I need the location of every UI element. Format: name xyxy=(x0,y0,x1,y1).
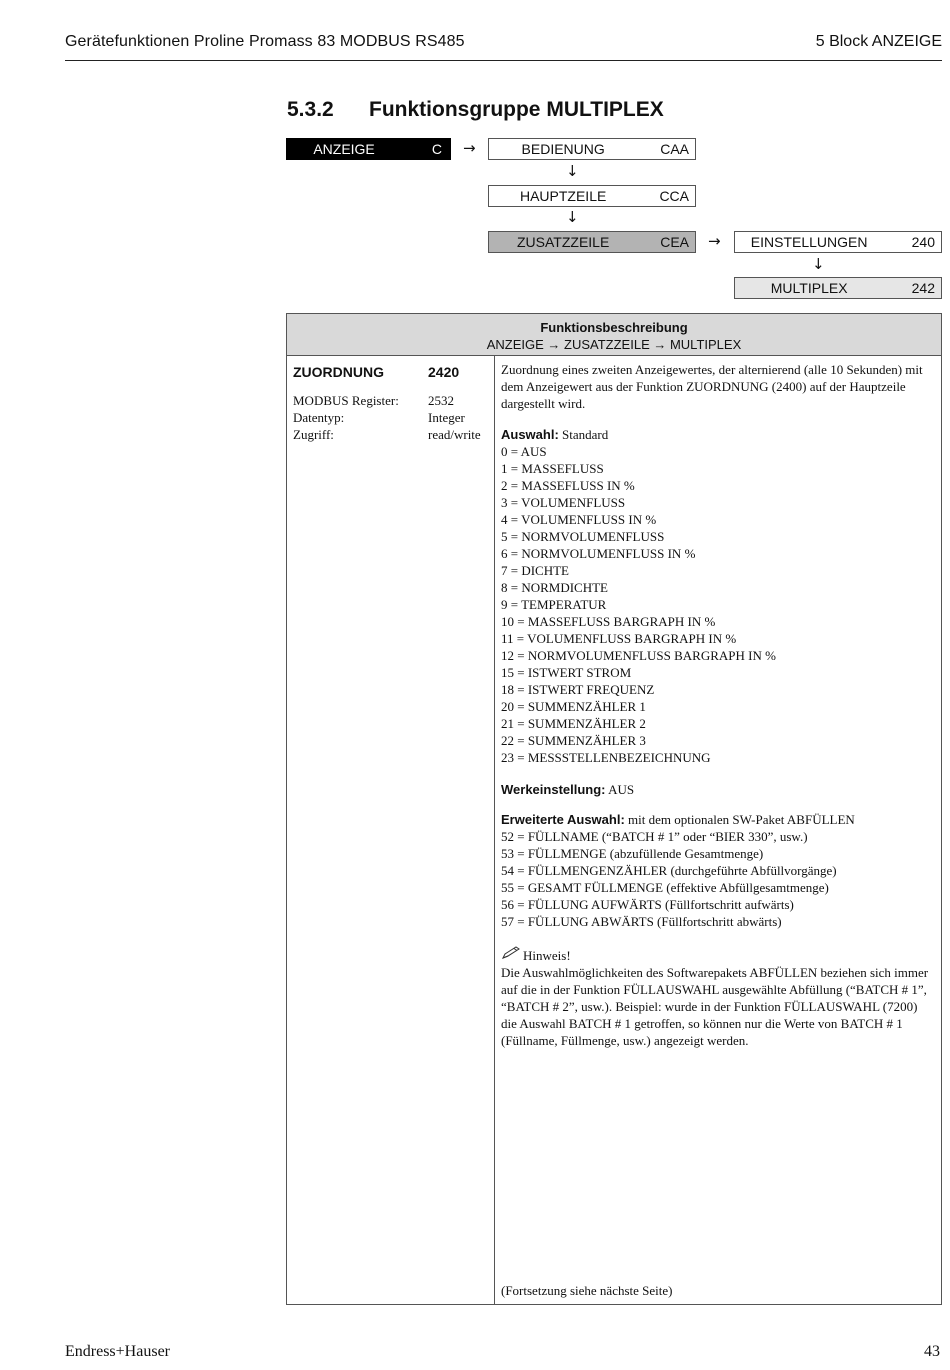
nav-box-multiplex xyxy=(734,277,942,299)
footer-brand: Endress+Hauser xyxy=(65,1343,170,1360)
hinweis-block xyxy=(501,946,933,1049)
nav-label: HAUPTZEILE xyxy=(519,188,607,204)
meta-label: Zugriff: xyxy=(293,427,334,442)
option-list xyxy=(501,443,933,766)
nav-label: ANZEIGE xyxy=(313,141,375,157)
option-item: 20 = SUMMENZÄHLER 1 xyxy=(501,699,646,714)
werk-label: Werkeinstellung: xyxy=(501,782,606,797)
running-header-title: Gerätefunktionen Proline Promass 83 MODBUS RS485 xyxy=(65,33,465,50)
option-item: 6 = NORMVOLUMENFLUSS IN % xyxy=(501,546,696,561)
option-item: 21 = SUMMENZÄHLER 2 xyxy=(501,716,646,731)
function-id-column xyxy=(287,356,495,1304)
arrow-down-icon: ↓ xyxy=(566,208,579,226)
nav-label: ZUSATZZEILE xyxy=(517,234,610,250)
section-number: 5.3.2 xyxy=(287,98,334,121)
option-item: 18 = ISTWERT FREQUENZ xyxy=(501,682,655,697)
werk-value: AUS xyxy=(608,782,635,797)
meta-label: Datentyp: xyxy=(293,410,345,425)
option-item: 1 = MASSEFLUSS xyxy=(501,461,604,476)
function-description-column xyxy=(494,356,941,1304)
auswahl-block xyxy=(501,426,933,766)
option-item: 12 = NORMVOLUMENFLUSS BARGRAPH IN % xyxy=(501,648,776,663)
auswahl-label: Auswahl: xyxy=(501,427,559,442)
function-table xyxy=(286,313,942,1305)
nav-code: CAA xyxy=(660,141,689,157)
erweiterte-auswahl-block xyxy=(501,811,933,930)
arrow-down-icon: ↓ xyxy=(566,162,579,180)
continuation-note: (Fortsetzung siehe nächste Seite) xyxy=(501,1283,673,1298)
werkeinstellung xyxy=(501,781,933,798)
meta-value: Integer xyxy=(428,410,465,425)
nav-code: CCA xyxy=(659,188,689,204)
running-header-chapter: 5 Block ANZEIGE xyxy=(815,33,942,50)
option-item: 0 = AUS xyxy=(501,444,547,459)
option-item: 11 = VOLUMENFLUSS BARGRAPH IN % xyxy=(501,631,737,646)
option-item: 15 = ISTWERT STROM xyxy=(501,665,632,680)
option-item: 53 = FÜLLMENGE (abzufüllende Gesamtmenge) xyxy=(501,846,764,861)
meta-value: 2532 xyxy=(428,393,454,408)
option-item: 23 = MESSSTELLENBEZEICHNUNG xyxy=(501,750,711,765)
option-item: 7 = DICHTE xyxy=(501,563,569,578)
nav-box-einstellungen xyxy=(734,231,942,253)
meta-value: read/write xyxy=(428,427,481,442)
option-item: 3 = VOLUMENFLUSS xyxy=(501,495,626,510)
table-header-title: Funktionsbeschreibung xyxy=(540,320,688,335)
option-item: 2 = MASSEFLUSS IN % xyxy=(501,478,635,493)
table-header xyxy=(287,314,941,356)
option-item: 57 = FÜLLUNG ABWÄRTS (Füllfortschritt abwärts) xyxy=(501,914,782,929)
option-item: 9 = TEMPERATUR xyxy=(501,597,607,612)
meta-label: MODBUS Register: xyxy=(293,393,399,408)
option-item: 5 = NORMVOLUMENFLUSS xyxy=(501,529,665,544)
section-title: Funktionsgruppe MULTIPLEX xyxy=(369,98,664,121)
arrow-right-icon: → xyxy=(463,139,476,157)
section-heading xyxy=(287,98,664,122)
erw-label: Erweiterte Auswahl: xyxy=(501,812,625,827)
nav-box-bedienung xyxy=(488,138,696,160)
nav-label: EINSTELLUNGEN xyxy=(750,234,868,250)
option-item: 10 = MASSEFLUSS BARGRAPH IN % xyxy=(501,614,716,629)
nav-label: MULTIPLEX xyxy=(770,280,848,296)
nav-box-zusatzzeile xyxy=(488,231,696,253)
nav-code: 240 xyxy=(911,234,935,250)
function-code: 2420 xyxy=(428,364,460,380)
page-number: 43 xyxy=(924,1343,940,1360)
option-item: 55 = GESAMT FÜLLMENGE (effektive Abfüllgesamtmenge) xyxy=(501,880,829,895)
nav-label: BEDIENUNG xyxy=(521,141,605,157)
option-item: 22 = SUMMENZÄHLER 3 xyxy=(501,733,646,748)
option-item: 52 = FÜLLNAME (“BATCH # 1” oder “BIER 330”, usw.) xyxy=(501,829,808,844)
nav-box-hauptzeile xyxy=(488,185,696,207)
function-description: Zuordnung eines zweiten Anzeigewertes, der alternierend (alle 10 Sekunden) mit dem Anzeigewert aus der Funktion ZUORDNUNG (2400) auf der Hauptzeile dargestellt wird. xyxy=(501,362,923,411)
table-header-path: ANZEIGE → ZUSATZZEILE → MULTIPLEX xyxy=(486,337,742,352)
arrow-right-icon: → xyxy=(708,232,721,250)
erw-option-list xyxy=(501,828,933,930)
nav-box-anzeige xyxy=(286,138,451,160)
option-item: 8 = NORMDICHTE xyxy=(501,580,608,595)
option-item: 4 = VOLUMENFLUSS IN % xyxy=(501,512,657,527)
arrow-down-icon: ↓ xyxy=(812,255,825,273)
nav-code: 242 xyxy=(911,280,935,296)
hinweis-label: Hinweis! xyxy=(523,948,571,963)
erw-value: mit dem optionalen SW-Paket ABFÜLLEN xyxy=(628,812,855,827)
pencil-note-icon xyxy=(501,946,523,964)
auswahl-value: Standard xyxy=(562,427,609,442)
header-divider xyxy=(65,60,942,61)
option-item: 56 = FÜLLUNG AUFWÄRTS (Füllfortschritt aufwärts) xyxy=(501,897,794,912)
nav-code: C xyxy=(431,141,442,157)
nav-code: CEA xyxy=(660,234,689,250)
option-item: 54 = FÜLLMENGENZÄHLER (durchgeführte Abfüllvorgänge) xyxy=(501,863,837,878)
function-name: ZUORDNUNG xyxy=(293,364,384,380)
hinweis-text: Die Auswahlmöglichkeiten des Softwarepakets ABFÜLLEN beziehen sich immer auf die in der Funktion FÜLLAUSWAHL ausgewählte Abfüllung (“BATCH # 1”, “BATCH # 2”, usw.). Beispiel: wurde in der Funktion FÜLLAUSWAHL (7200) die Auswahl BATCH # 1 getroffen, so können nur die Werte von BATCH # 1 (Füllname, Füllmenge, usw.) angezeigt werden. xyxy=(501,965,929,1048)
